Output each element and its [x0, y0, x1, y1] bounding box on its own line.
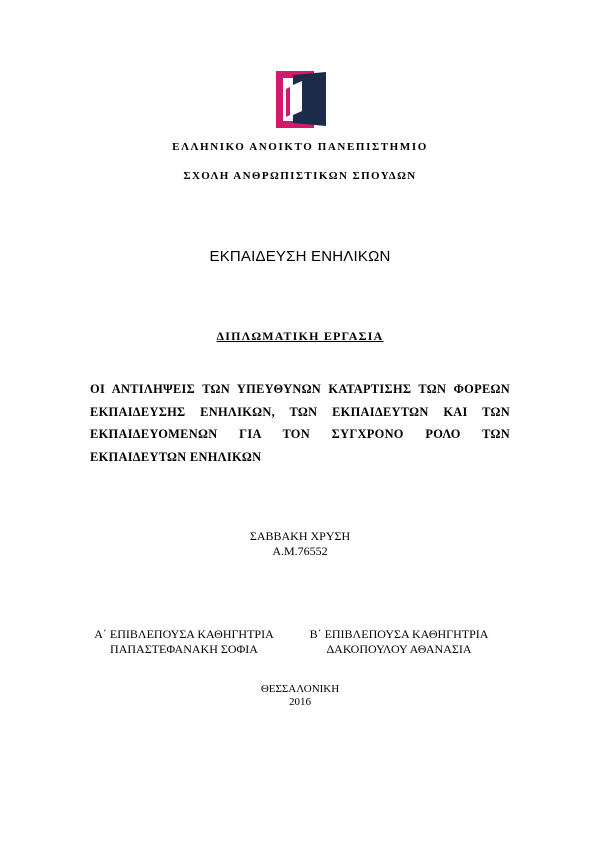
- student-id: Α.Μ.76552: [272, 544, 328, 558]
- university-logo-icon: [276, 71, 328, 129]
- supervisor-role: Α΄ ΕΠΙΒΛΕΠΟΥΣΑ ΚΑΘΗΓΗΤΡΙΑ: [94, 627, 274, 641]
- thesis-title: ΟΙ ΑΝΤΙΛΗΨΕΙΣ ΤΩΝ ΥΠΕΥΘΥΝΩΝ ΚΑΤΑΡΤΙΣΗΣ ΤΩΝ ΦΟΡΕΩΝ ΕΚΠΑΙΔΕΥΣΗΣ ΕΝΗΛΙΚΩΝ, ΤΩΝ ΕΚΠΑΙΔΕΥΤΩΝ ΚΑΙ ΤΩΝ ΕΚΠΑΙΔΕΥΟΜΕΝΩΝ ΓΙΑ ΤΟΝ ΣΥΓΧΡΟΝΟ ΡΟΛΟ ΤΩΝ ΕΚΠΑΙΔΕΥΤΩΝ ΕΝΗΛΙΚΩΝ: [90, 382, 510, 464]
- author-block: [0, 529, 600, 559]
- supervisor-name: ΔΑΚΟΠΟΥΛΟΥ ΑΘΑΝΑΣΙΑ: [326, 642, 472, 656]
- author-name: ΣΑΒΒΑΚΗ ΧΡΥΣΗ: [249, 529, 351, 543]
- program-name: ΕΚΠΑΙΔΕΥΣΗ ΕΝΗΛΙΚΩΝ: [209, 248, 391, 265]
- city: ΘΕΣΣΑΛΟΝΙΚΗ: [260, 683, 340, 695]
- footer-block: [0, 683, 600, 709]
- year: 2016: [289, 696, 311, 708]
- document-type: ΔΙΠΛΩΜΑΤΙΚΗ ΕΡΓΑΣΙΑ: [216, 329, 384, 343]
- supervisor-a: [88, 627, 280, 657]
- supervisor-role: Β΄ ΕΠΙΒΛΕΠΟΥΣΑ ΚΑΘΗΓΗΤΡΙΑ: [309, 627, 489, 641]
- university-name: ΕΛΛΗΝΙΚΟ ΑΝΟΙΚΤΟ ΠΑΝΕΠΙΣΤΗΜΙΟ: [172, 141, 428, 153]
- supervisor-name: ΠΑΠΑΣΤΕΦΑΝΑΚΗ ΣΟΦΙΑ: [110, 642, 258, 656]
- school-name: ΣΧΟΛΗ ΑΝΘΡΩΠΙΣΤΙΚΩΝ ΣΠΟΥΔΩΝ: [183, 170, 417, 182]
- supervisor-b: [305, 627, 493, 657]
